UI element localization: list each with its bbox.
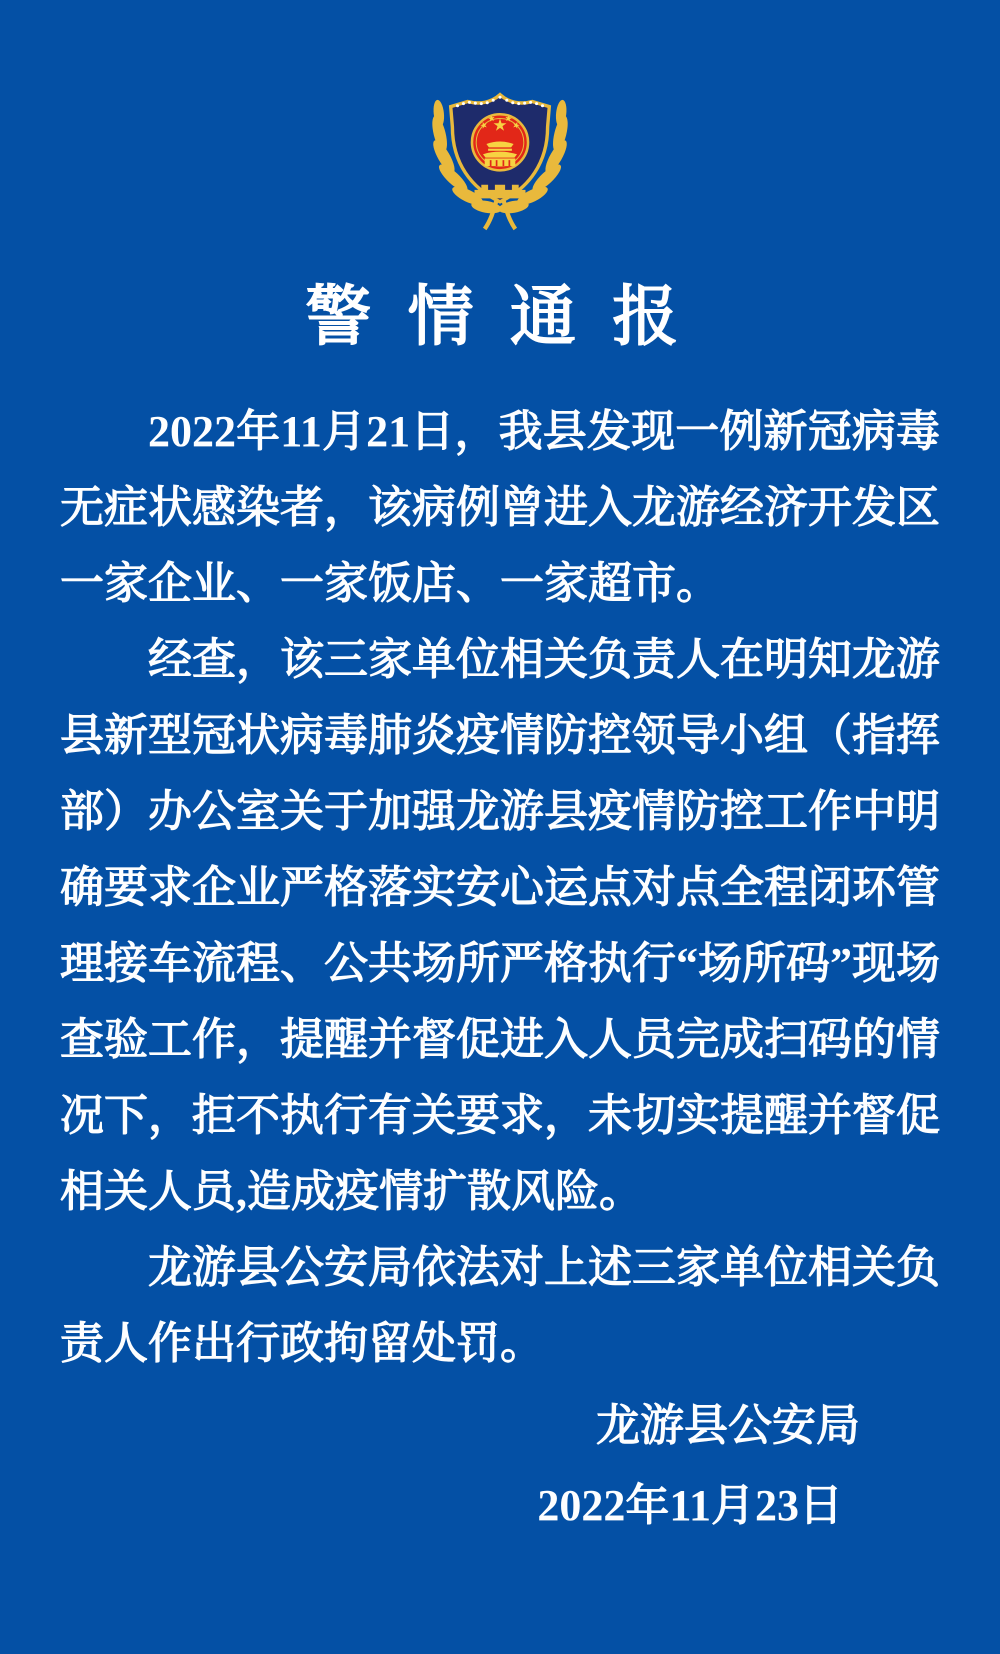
issuer-signature: 龙游县公安局 — [596, 1401, 860, 1450]
police-badge-icon — [415, 70, 585, 235]
notice-body — [60, 394, 940, 1382]
notice-paragraph-2: 经查，该三家单位相关负责人在明知龙游县新型冠状病毒肺炎疫情防控领导小组（指挥部）办公室关于加强龙游县疫情防控工作中明确要求企业严格落实安心运点对点全程闭环管理接车流程、公共场所严格执行“场所码”现场查验工作，提醒并督促进入人员完成扫码的情况下，拒不执行有关要求，未切实提醒并督促相关人员,造成疫情扩散风险。 — [60, 635, 940, 1216]
notice-paragraph-3: 龙游县公安局依法对上述三家单位相关负责人作出行政拘留处罚。 — [60, 1243, 940, 1368]
issue-date: 2022年11月23日 — [537, 1481, 843, 1530]
notice-title: 警情通报 — [305, 281, 715, 354]
signature-block — [0, 1388, 1000, 1544]
notice-paragraph-1: 2022年11月21日，我县发现一例新冠病毒无症状感染者，该病例曾进入龙游经济开发区一家企业、一家饭店、一家超市。 — [60, 407, 940, 608]
